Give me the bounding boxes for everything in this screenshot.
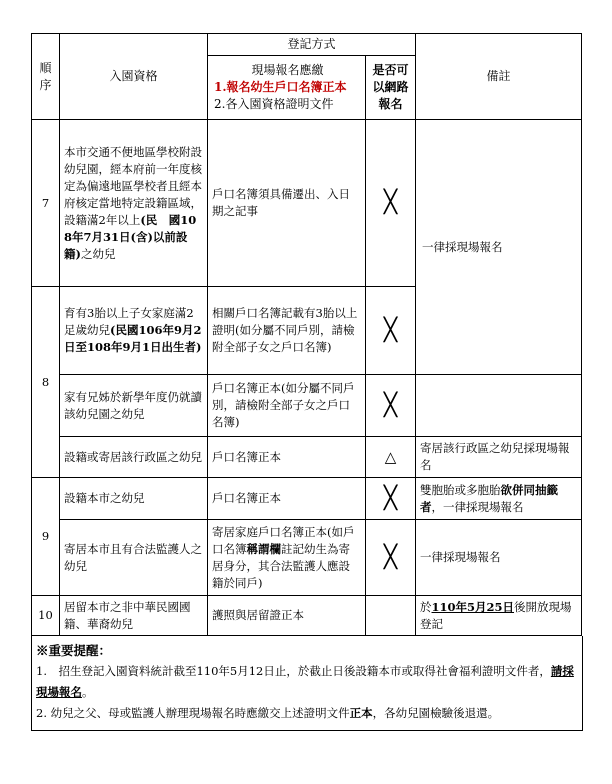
header-onsite-title: 現場報名應繳 [251,63,324,77]
admission-table [31,33,582,636]
notes-item-1: 1. 招生登記入園資料統計截至110年5月12日止，於截止日後設籍本市或取得社會福利證明文件者，請採現場報名。 [36,664,574,699]
header-method: 登記方式 [208,34,416,56]
online-blank [366,596,416,636]
online-no-mark: ╳ [366,478,416,520]
header-online: 是否可以網路報名 [366,56,416,120]
row-seq: 10 [32,596,60,636]
row-remark: 一律採現場報名 [416,520,582,596]
row-remark: 寄居該行政區之幼兒採現場報名 [416,437,582,478]
header-row-1 [32,34,582,56]
row-eligibility: 育有3胎以上子女家庭滿2足歲幼兒(民國106年9月2日至108年9月1日出生者) [60,287,208,375]
row-document: 戶口名簿正本(如分屬不同戶別，請檢附全部子女之戶口名簿) [208,375,366,437]
row-eligibility: 居留本市之非中華民國國籍、華裔幼兒 [60,596,208,636]
online-no-mark: ╳ [366,375,416,437]
notes-title: ※重要提醒： [36,643,112,658]
online-no-mark: ╳ [366,287,416,375]
header-onsite [208,56,366,120]
row-remark: 於110年5月25日後開放現場登記 [416,596,582,636]
table-row-8b [32,375,582,437]
row-document: 戶口名簿須具備遷出、入日期之記事 [208,120,366,287]
table-row-8c [32,437,582,478]
row-eligibility: 設籍本市之幼兒 [60,478,208,520]
online-no-mark: ╳ [366,120,416,287]
header-onsite-item1: 1.報名幼生戶口名簿正本 [214,80,347,94]
table-row-9b [32,520,582,596]
header-eligibility: 入園資格 [60,34,208,120]
row-remark: 雙胞胎或多胞胎欲併同抽籤者，一律採現場報名 [416,478,582,520]
row-eligibility: 家有兄姊於新學年度仍就讀該幼兒園之幼兒 [60,375,208,437]
row-document: 寄居家庭戶口名簿正本(如戶口名簿稱謂欄註記幼生為寄居身分，其合法監護人應設籍於同戶) [208,520,366,596]
table-row-10 [32,596,582,636]
important-notes [31,636,583,731]
row-seq: 7 [32,120,60,287]
row-document: 相關戶口名簿記載有3胎以上證明(如分屬不同戶別，請檢附全部子女之戶口名簿) [208,287,366,375]
table-row-7 [32,120,582,287]
document-sheet [31,33,581,731]
row-eligibility: 本市交通不便地區學校附設幼兒園，經本府前一年度核定為偏遠地區學校者且經本府核定當地特定設籍區域，設籍滿2年以上(民 國108年7月31日(含)以前設籍)之幼兒 [60,120,208,287]
header-seq: 順序 [32,34,60,120]
row-eligibility: 寄居本市且有合法監護人之幼兒 [60,520,208,596]
table-row-9a [32,478,582,520]
row-document: 戶口名簿正本 [208,437,366,478]
header-remarks: 備註 [416,34,582,120]
online-partial-mark: △ [366,437,416,478]
row-seq: 8 [32,287,60,478]
row-seq: 9 [32,478,60,596]
row-remark-merged: 一律採現場報名 [416,120,582,375]
header-onsite-item2: 2.各入園資格證明文件 [214,97,334,111]
row-document: 護照與居留證正本 [208,596,366,636]
row-remark [416,375,582,437]
row-document: 戶口名簿正本 [208,478,366,520]
row-eligibility: 設籍或寄居該行政區之幼兒 [60,437,208,478]
notes-item-2: 2. 幼兒之父、母或監護人辦理現場報名時應繳交上述證明文件正本，各幼兒園檢驗後退還。 [36,706,500,720]
online-no-mark: ╳ [366,520,416,596]
